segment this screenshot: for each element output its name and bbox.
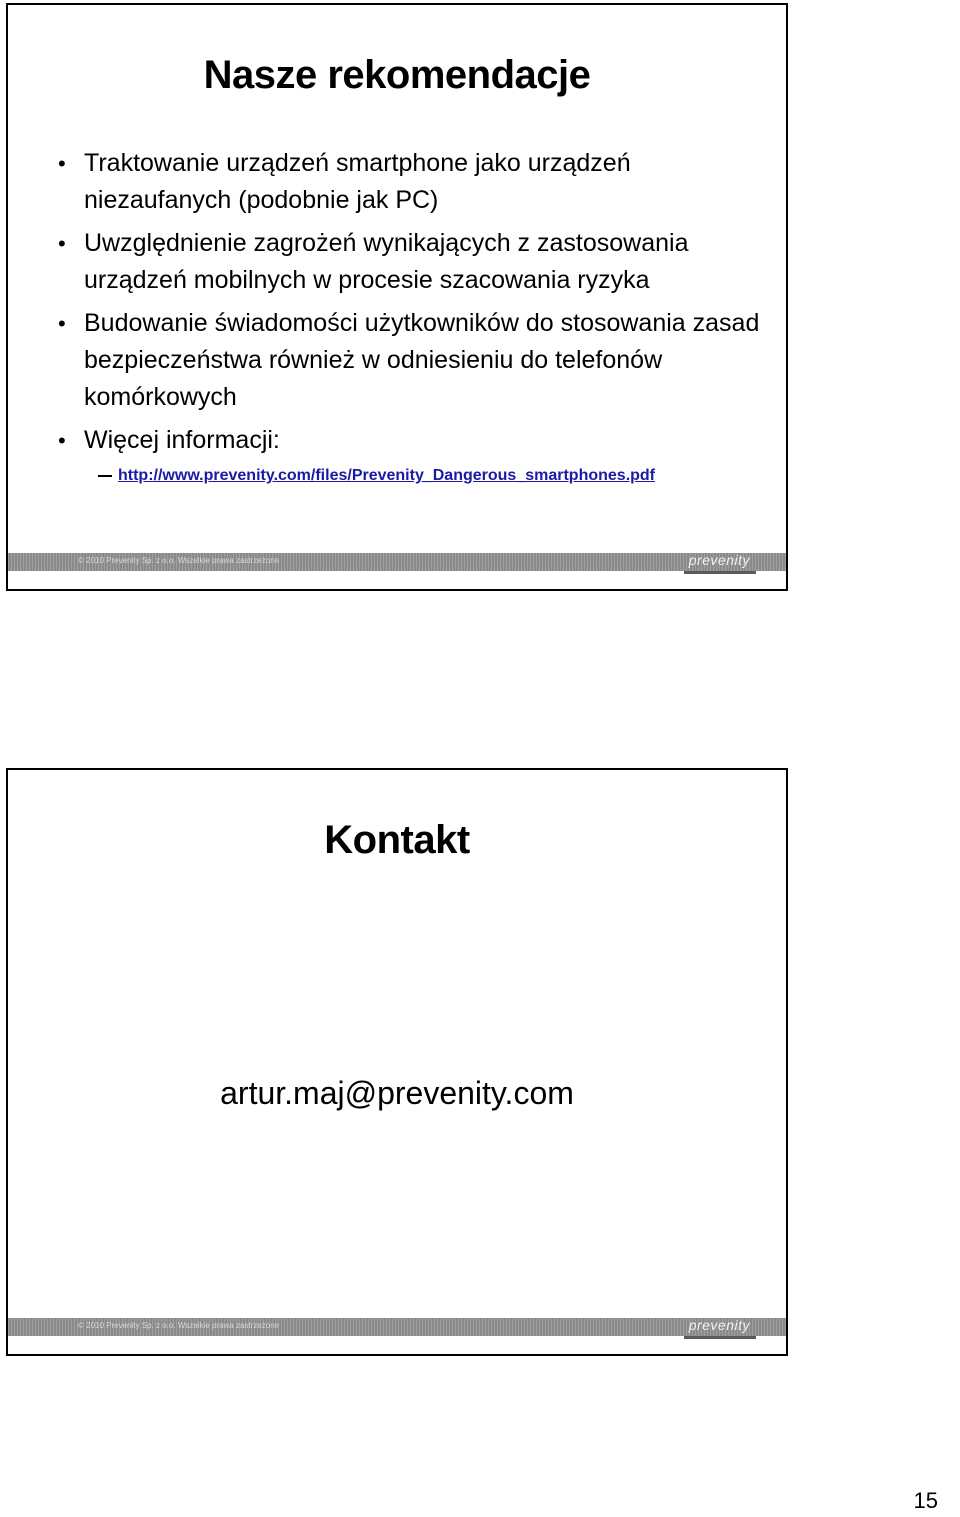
slide-recommendations — [6, 3, 788, 591]
slide-footer — [8, 1318, 786, 1336]
page-number: 15 — [913, 1488, 938, 1513]
slide-title: Kontakt — [324, 818, 470, 862]
footer-copyright: © 2010 Prevenity Sp. z o.o. Wszelkie prawa zastrzeżone — [78, 556, 280, 565]
bullet-icon: • — [58, 428, 66, 453]
bullet-item — [56, 145, 776, 219]
bullet-item — [56, 305, 776, 416]
slide-contact — [6, 768, 788, 1356]
prevenity-logo: prevenity — [688, 1317, 750, 1333]
bullet-text: Uwzględnienie zagrożeń wynikających z zastosowania urządzeń mobilnych w procesie szacowania ryzyka — [84, 229, 689, 294]
dash-icon — [98, 475, 112, 477]
contact-email[interactable]: artur.maj@prevenity.com — [220, 1075, 574, 1111]
footer-copyright: © 2010 Prevenity Sp. z o.o. Wszelkie prawa zastrzeżone — [78, 1321, 280, 1330]
bullet-text: Więcej informacji: — [84, 426, 280, 454]
logo-underline — [684, 571, 756, 574]
sub-bullet-item — [56, 465, 776, 487]
logo-underline — [684, 1336, 756, 1339]
bullet-icon: • — [58, 151, 66, 176]
bullet-icon: • — [58, 311, 66, 336]
prevenity-logo: prevenity — [688, 552, 750, 568]
bullet-item — [56, 225, 776, 299]
bullet-list — [56, 145, 776, 487]
bullet-text: Traktowanie urządzeń smartphone jako urządzeń niezaufanych (podobnie jak PC) — [84, 149, 631, 214]
bullet-text: Budowanie świadomości użytkowników do stosowania zasad bezpieczeństwa również w odniesieniu do telefonów komórkowych — [84, 309, 760, 411]
bullet-icon: • — [58, 231, 66, 256]
pdf-link[interactable]: http://www.prevenity.com/files/Prevenity_Dangerous_smartphones.pdf — [118, 467, 656, 484]
slide-title: Nasze rekomendacje — [203, 53, 591, 97]
bullet-item — [56, 422, 776, 459]
slide-footer — [8, 553, 786, 571]
